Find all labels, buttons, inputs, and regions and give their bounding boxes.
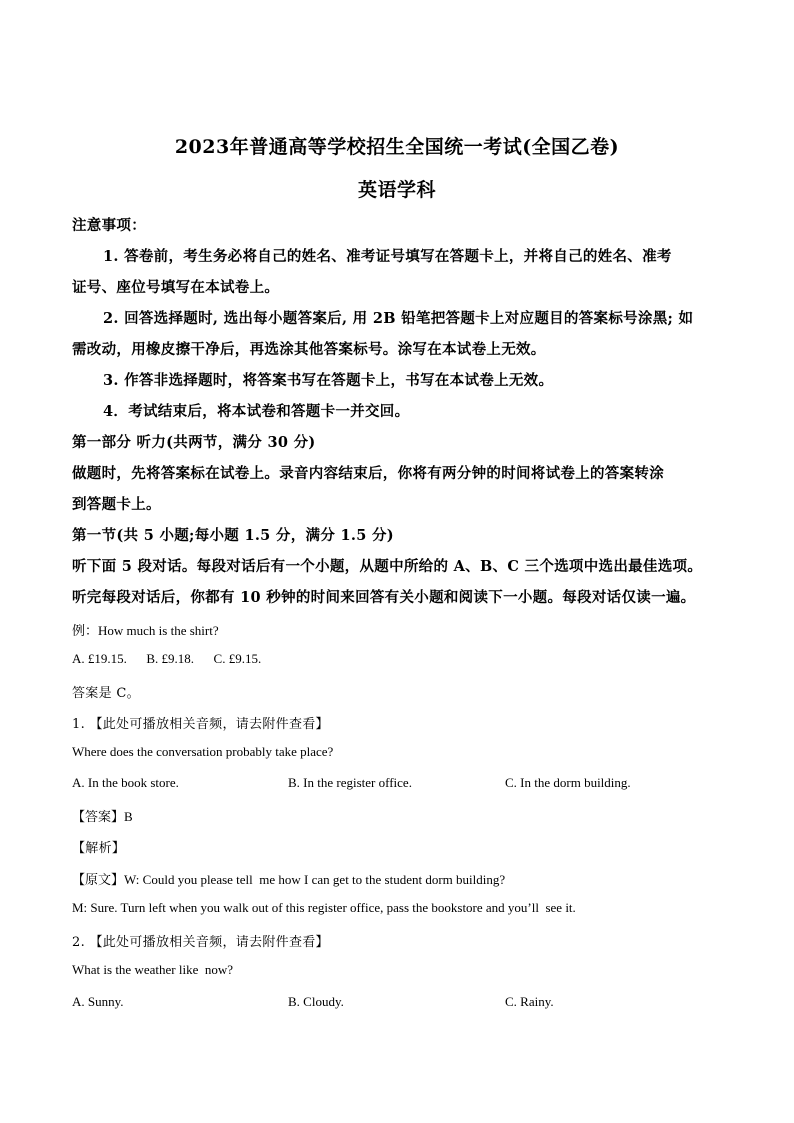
q1-answer-line [72, 806, 133, 825]
q2-audio-note[interactable]: 【此处可播放相关音频，请去附件查看】 [89, 935, 329, 950]
section1-heading: 第一节(共 5 小题;每小题 1.5 分，满分 1.5 分) [72, 527, 394, 544]
q1-audio-line [72, 713, 329, 732]
q2-option-a: A. Sunny. [72, 994, 124, 1009]
q2-question: What is the weather like now? [72, 962, 233, 977]
part1-heading: 第一部分 听力(共两节，满分 30 分) [72, 434, 316, 451]
q2-audio-line [72, 931, 329, 950]
part1-instructions-line-2: 到答题卡上。 [72, 496, 161, 513]
notice-item-4: 4．考试结束后，将本试卷和答题卡一并交回。 [103, 403, 410, 420]
q1-transcript-m: M: Sure. Turn left when you walk out of this register office, pass the bookstore and you’ll see it. [72, 900, 576, 915]
example-options: A. £19.15. B. £9.18. C. £9.15. [72, 651, 262, 666]
notice-item-1-line-2: 证号、座位号填写在本试卷上。 [72, 279, 280, 296]
part1-instructions-line-1: 做题时，先将答案标在试卷上。录音内容结束后，你将有两分钟的时间将试卷上的答案转涂 [72, 465, 664, 482]
subject-title: 英语学科 [357, 179, 436, 201]
q1-question: Where does the conversation probably take place? [72, 744, 334, 759]
notice-heading: 注意事项： [72, 217, 146, 234]
q1-option-b: B. In the register office. [288, 775, 412, 790]
q2-option-c: C. Rainy. [505, 994, 554, 1009]
q1-number: 1. [72, 717, 86, 732]
notice-item-3: 3. 作答非选择题时，将答案书写在答题卡上，书写在本试卷上无效。 [103, 372, 554, 389]
q2-number: 2. [72, 935, 86, 950]
q1-answer: B [124, 809, 133, 824]
notice-item-1-line-1: 1. 答卷前，考生务必将自己的姓名、准考证号填写在答题卡上，并将自己的姓名、准考 [103, 248, 672, 265]
q1-original-tag: 【原文】 [72, 873, 125, 888]
q1-transcript-w: W: Could you please tell me how I can get to the student dorm building? [124, 872, 506, 887]
q1-audio-note[interactable]: 【此处可播放相关音频，请去附件查看】 [89, 717, 329, 732]
q1-analysis-tag: 【解析】 [72, 841, 126, 856]
notice-item-2-line-1: 2. 回答选择题时, 选出每小题答案后, 用 2B 铅笔把答题卡上对应题目的答案标号涂黑; 如 [103, 310, 694, 327]
q1-answer-tag: 【答案】 [72, 810, 125, 825]
q1-option-c: C. In the dorm building. [505, 775, 631, 790]
q1-transcript-w-line [72, 869, 505, 888]
example-question: How much is the shirt? [98, 623, 219, 638]
q1-option-a: A. In the book store. [72, 775, 179, 790]
example-label: 例： [72, 624, 99, 639]
example-answer: 答案是 C。 [72, 686, 140, 701]
section1-instructions-line-1: 听下面 5 段对话。每段对话后有一个小题，从题中所给的 A、B、C 三个选项中选出最佳选项。 [72, 558, 703, 575]
exam-title: 2023年普通高等学校招生全国统一考试(全国乙卷) [174, 136, 620, 158]
section1-instructions-line-2: 听完每段对话后，你都有 10 秒钟的时间来回答有关小题和阅读下一小题。每段对话仅读一遍。 [72, 589, 696, 606]
notice-item-2-line-2: 需改动，用橡皮擦干净后，再选涂其他答案标号。涂写在本试卷上无效。 [72, 341, 546, 358]
example-question-line [72, 620, 219, 639]
q2-option-b: B. Cloudy. [288, 994, 344, 1009]
